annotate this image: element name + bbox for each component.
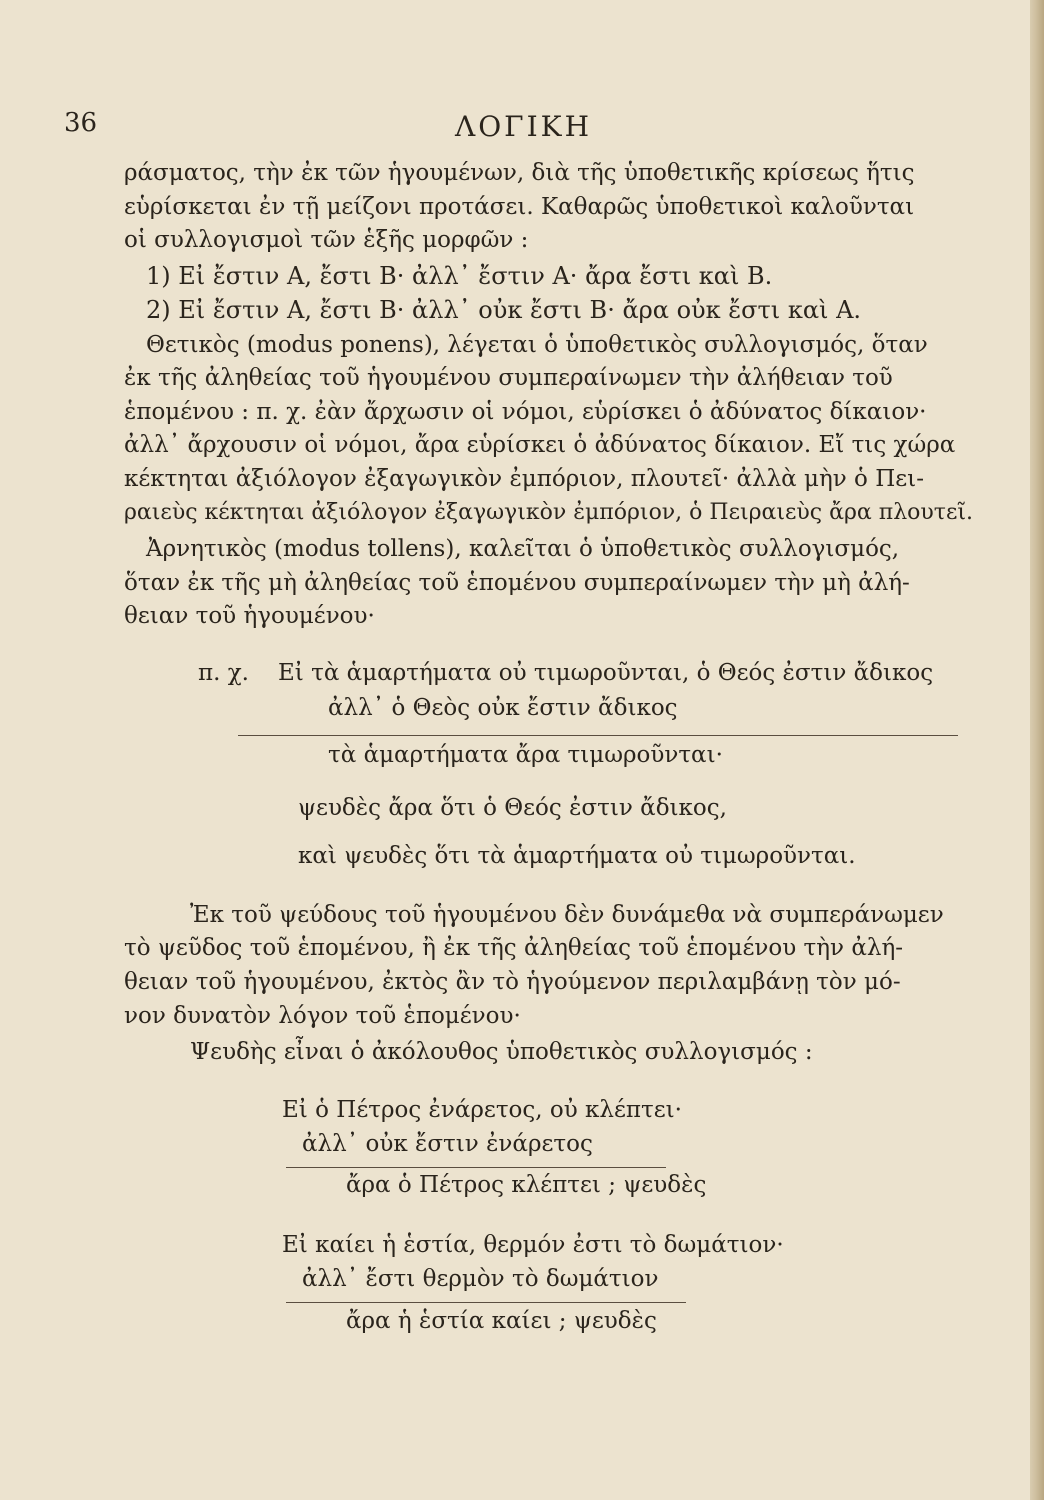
syllogism-conclusion: ἄρα ὁ Πέτρος κλέπτει ; ψευδὲς — [346, 1172, 707, 1198]
text-line: ραιεὺς κέκτηται ἀξιόλογον ἐξαγωγικὸν ἐμπόριον, ὁ Πειραιεὺς ἄρα πλουτεῖ. — [124, 500, 973, 525]
text-line: νον δυνατὸν λόγον τοῦ ἑπομένου· — [124, 1003, 521, 1029]
page-edge — [1030, 0, 1044, 1500]
syllogism-major: Εἰ καίει ἡ ἑστία, θερμόν ἐστι τὸ δωμάτιον· — [282, 1232, 784, 1258]
form-1: 1) Εἰ ἔστιν Α, ἔστι Β· ἀλλ᾽ ἔστιν Α· ἄρα ἔστι καὶ Β. — [146, 262, 773, 290]
running-head: ΛΟΓΙΚΗ — [455, 110, 592, 143]
corollary-line: ψευδὲς ἄρα ὅτι ὁ Θεός ἐστιν ἄδικος, — [298, 795, 727, 821]
text-line: Ψευδὴς εἶναι ὁ ἀκόλουθος ὑποθετικὸς συλλογισμός : — [190, 1039, 813, 1065]
text-line: Ἀρνητικὸς (modus tollens), καλεῖται ὁ ὑποθετικὸς συλλογισμός, — [146, 536, 900, 562]
text-line: ὅταν ἐκ τῆς μὴ ἀληθείας τοῦ ἑπομένου συμπεραίνωμεν τὴν μὴ ἀλή- — [124, 570, 910, 596]
page-number: 36 — [64, 108, 98, 138]
text-line: εὑρίσκεται ἐν τῇ μείζονι προτάσει. Καθαρῶς ὑποθετικοὶ καλοῦνται — [124, 194, 915, 220]
text-line: οἱ συλλογισμοὶ τῶν ἑξῆς μορφῶν : — [124, 227, 529, 253]
syllogism-rule — [238, 735, 958, 736]
text-line: θειαν τοῦ ἡγουμένου· — [124, 603, 375, 629]
syllogism-minor: ἀλλ᾽ οὐκ ἔστιν ἐνάρετος — [302, 1131, 593, 1157]
text-line: ἐκ τῆς ἀληθείας τοῦ ἡγουμένου συμπεραίνωμεν τὴν ἀλήθειαν τοῦ — [124, 365, 893, 391]
syllogism-conclusion: ἄρα ἡ ἑστία καίει ; ψευδὲς — [346, 1308, 657, 1334]
text-line: κέκτηται ἀξιόλογον ἐξαγωγικὸν ἐμπόριον, πλουτεῖ· ἀλλὰ μὴν ὁ Πει- — [124, 466, 924, 492]
syllogism-rule — [286, 1302, 686, 1303]
example-prefix: π. χ. — [198, 660, 249, 686]
text-line: ράσματος, τὴν ἐκ τῶν ἡγουμένων, διὰ τῆς ὑποθετικῆς κρίσεως ἥτις — [124, 160, 915, 186]
syllogism-major: Εἰ ὁ Πέτρος ἐνάρετος, οὐ κλέπτει· — [282, 1097, 682, 1123]
text-line: Θετικὸς (modus ponens), λέγεται ὁ ὑποθετικὸς συλλογισμός, ὅταν — [146, 332, 928, 358]
text-line: ἀλλ᾽ ἄρχουσιν οἱ νόμοι, ἄρα εὑρίσκει ὁ ἀδύνατος δίκαιον. Εἴ τις χώρα — [124, 432, 956, 458]
syllogism-major: Εἰ τὰ ἁμαρτήματα οὐ τιμωροῦνται, ὁ Θεός ἐστιν ἄδικος — [278, 660, 934, 686]
syllogism-conclusion: τὰ ἁμαρτήματα ἄρα τιμωροῦνται· — [328, 742, 723, 768]
corollary-line: καὶ ψευδὲς ὅτι τὰ ἁμαρτήματα οὐ τιμωροῦνται. — [298, 843, 856, 869]
text-line: Ἐκ τοῦ ψεύδους τοῦ ἡγουμένου δὲν δυνάμεθα νὰ συμπεράνωμεν — [190, 902, 944, 928]
syllogism-rule — [286, 1167, 666, 1168]
syllogism-minor: ἀλλ᾽ ὁ Θεὸς οὐκ ἔστιν ἄδικος — [328, 695, 678, 721]
text-line: ἑπομένου : π. χ. ἐὰν ἄρχωσιν οἱ νόμοι, εὑρίσκει ὁ ἀδύνατος δίκαιον· — [124, 399, 927, 425]
form-2: 2) Εἰ ἔστιν Α, ἔστι Β· ἀλλ᾽ οὐκ ἔστι Β· ἄρα οὐκ ἔστι καὶ Α. — [146, 296, 862, 324]
text-line: τὸ ψεῦδος τοῦ ἑπομένου, ἢ ἐκ τῆς ἀληθείας τοῦ ἑπομένου τὴν ἀλή- — [124, 935, 903, 961]
text-line: θειαν τοῦ ἡγουμένου, ἐκτὸς ἂν τὸ ἡγούμενον περιλαμβάνῃ τὸν μό- — [124, 969, 901, 995]
syllogism-minor: ἀλλ᾽ ἔστι θερμὸν τὸ δωμάτιον — [302, 1266, 659, 1292]
